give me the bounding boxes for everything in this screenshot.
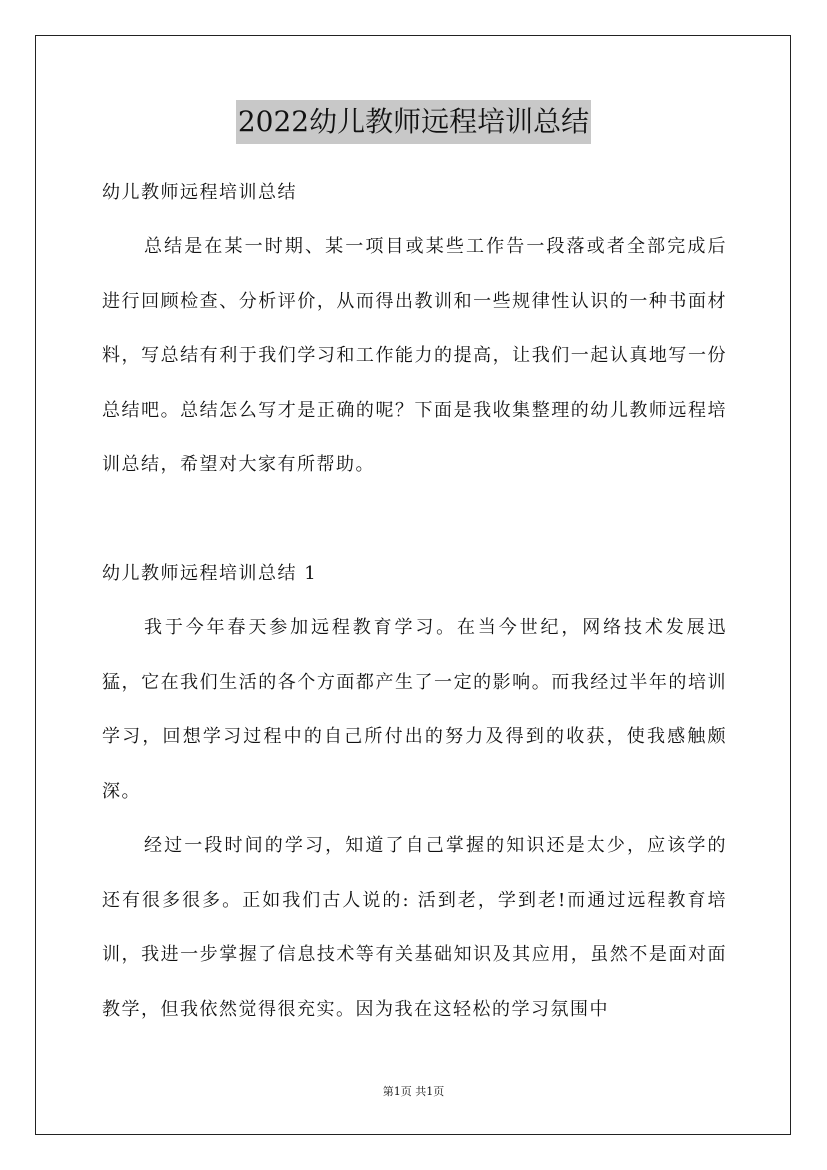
intro-paragraph: 总结是在某一时期、某一项目或某些工作告一段落或者全部完成后进行回顾检查、分析评价，从而得出教训和一些规律性认识的一种书面材料，写总结有利于我们学习和工作能力的提高，让我们一起认真地写一份总结吧。总结怎么写才是正确的呢？下面是我收集整理的幼儿教师远程培训总结，希望对大家有所帮助。 [102, 236, 727, 476]
page-footer: 第1页 共1页 [382, 1085, 445, 1098]
section1-paragraph-1: 我于今年春天参加远程教育学习。在当今世纪，网络技术发展迅猛，它在我们生活的各个方面都产生了一定的影响。而我经过半年的培训学习，回想学习过程中的自己所付出的努力及得到的收获，使我感触颇深。 [102, 617, 727, 802]
document-subtitle: 幼儿教师远程培训总结 [102, 182, 297, 203]
section1-paragraph-2: 经过一段时间的学习，知道了自己掌握的知识还是太少，应该学的还有很多很多。正如我们古人说的: 活到老，学到老!而通过远程教育培训，我进一步掌握了信息技术等有关基础知识及其应用，虽然不是面对面教学，但我依然觉得很充实。因为我在这轻松的学习氛围中 [102, 835, 727, 1020]
document-title: 2022幼儿教师远程培训总结 [236, 100, 591, 144]
section1-heading: 幼儿教师远程培训总结 1 [102, 563, 318, 584]
document-title-wrap [0, 100, 827, 144]
